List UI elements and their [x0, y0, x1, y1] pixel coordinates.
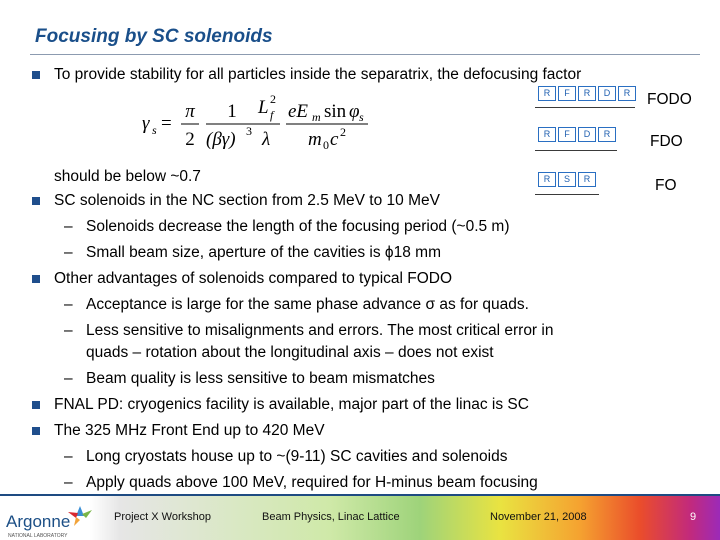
lattice-fodo-cell: R: [538, 86, 556, 101]
bullet-marker: [32, 71, 40, 79]
bullet-marker: [32, 197, 40, 205]
formula-cube: 3: [246, 124, 252, 138]
bullet-marker: [32, 401, 40, 409]
sub-bullet-dash: –: [64, 448, 73, 465]
lattice-fodo-axis: [535, 107, 635, 108]
lattice-fdo-cell: F: [558, 127, 576, 142]
lattice-fdo-axis: [535, 150, 617, 151]
sub-bullet-text: Less sensitive to misalignments and errors. The most critical error in: [86, 322, 554, 339]
formula-phi-sub: s: [359, 110, 364, 124]
sub-bullet-dash: –: [64, 322, 73, 339]
bullet-text: To provide stability for all particles inside the separatrix, the defocusing factor: [54, 66, 582, 83]
lattice-fodo-cell: R: [578, 86, 596, 101]
formula-c: c: [330, 129, 339, 150]
bullet-text: should be below ~0.7: [54, 168, 201, 185]
bullet-text: SC solenoids in the NC section from 2.5 MeV to 10 MeV: [54, 192, 440, 209]
lattice-fodo-cell: D: [598, 86, 616, 101]
formula-pi: π: [185, 101, 195, 122]
footer-topic: Beam Physics, Linac Lattice: [262, 511, 400, 523]
bullet-text: Other advantages of solenoids compared to typical FODO: [54, 270, 453, 287]
logo-subtext: NATIONAL LABORATORY: [8, 533, 68, 539]
sub-bullet-text: Acceptance is large for the same phase advance σ as for quads.: [86, 296, 529, 313]
formula-gamma: γ: [142, 113, 150, 134]
sub-bullet-text-continued: quads – rotation about the longitudinal axis – does not exist: [86, 344, 494, 361]
formula-one: 1: [227, 101, 237, 122]
defocusing-factor-formula: [140, 92, 380, 152]
lattice-fdo-cell: R: [598, 127, 616, 142]
footer-page-number: 9: [690, 511, 697, 523]
formula-equals: =: [161, 113, 172, 134]
sub-bullet-dash: –: [64, 296, 73, 313]
lattice-fo-cell: R: [538, 172, 556, 187]
sub-bullet-dash: –: [64, 474, 73, 491]
lattice-fdo-cell: D: [578, 127, 596, 142]
formula-m0: m: [308, 129, 322, 150]
formula-L-sup: 2: [270, 92, 276, 106]
formula-eEm: eE: [288, 101, 309, 122]
logo-wordmark: Argonne: [6, 512, 71, 531]
logo-star-icon: [68, 506, 92, 526]
sub-bullet-dash: –: [64, 244, 73, 261]
sub-bullet-text: Beam quality is less sensitive to beam mismatches: [86, 370, 435, 387]
title-divider: [30, 54, 700, 55]
bullet-text: FNAL PD: cryogenics facility is available, major part of the linac is SC: [54, 396, 529, 413]
sub-bullet-dash: –: [64, 218, 73, 235]
formula-gamma-sub: s: [152, 123, 157, 137]
lattice-fodo-cell: R: [618, 86, 636, 101]
formula-m-sub: m: [312, 110, 321, 124]
lattice-fodo-label: FODO: [647, 91, 692, 108]
lattice-fo-label: FO: [655, 177, 677, 194]
lattice-fdo-cell: R: [538, 127, 556, 142]
lattice-fodo-cell: F: [558, 86, 576, 101]
formula-phi: φ: [349, 101, 360, 122]
footer-divider: [0, 494, 720, 496]
lattice-fo-cell: R: [578, 172, 596, 187]
formula-m0-sub: 0: [323, 138, 329, 152]
formula-lambda: λ: [262, 129, 271, 150]
lattice-fdo-label: FDO: [650, 133, 683, 150]
sub-bullet-text: Solenoids decrease the length of the focusing period (~0.5 m): [86, 218, 510, 235]
formula-L: L: [258, 97, 269, 118]
sub-bullet-text: Long cryostats house up to ~(9-11) SC cavities and solenoids: [86, 448, 508, 465]
formula-c-sup: 2: [340, 125, 346, 139]
sub-bullet-dash: –: [64, 370, 73, 387]
footer-workshop: Project X Workshop: [114, 511, 212, 523]
bullet-text: The 325 MHz Front End up to 420 MeV: [54, 422, 325, 439]
lattice-fo-cell: S: [558, 172, 576, 187]
bullet-marker: [32, 275, 40, 283]
formula-beta-gamma: (βγ): [206, 129, 236, 150]
sub-bullet-text: Apply quads above 100 MeV, required for H-minus beam focusing: [86, 474, 538, 491]
formula-sin: sin: [324, 101, 347, 122]
lattice-fo-axis: [535, 194, 599, 195]
formula-L-sub: f: [270, 108, 274, 122]
slide-title: Focusing by SC solenoids: [35, 26, 273, 47]
formula-two: 2: [185, 129, 195, 150]
sub-bullet-text: Small beam size, aperture of the cavities is ϕ18 mm: [86, 244, 441, 261]
argonne-logo: [4, 500, 104, 540]
footer-date: November 21, 2008: [490, 511, 587, 523]
bullet-marker: [32, 427, 40, 435]
